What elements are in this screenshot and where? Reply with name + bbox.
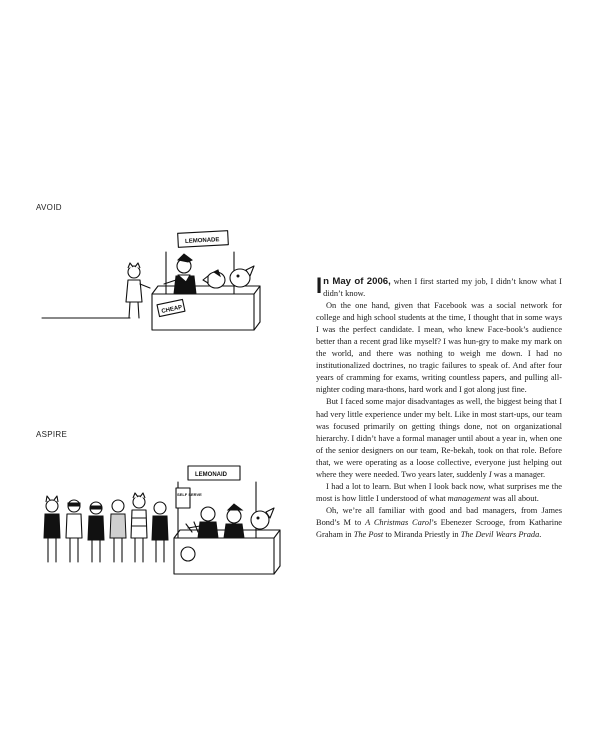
cheap-tag-text: CHEAP bbox=[161, 304, 183, 315]
lemonaid-sign-text: LEMONAID bbox=[195, 472, 227, 478]
lemonade-sign-text: LEMONADE bbox=[184, 237, 220, 245]
seller-figure bbox=[188, 507, 218, 538]
paragraph-1: In May of 2006, when I first started my job, I didn’t know what I didn’t know. bbox=[316, 273, 562, 299]
customer-queue bbox=[44, 493, 168, 562]
dog-helper-1 bbox=[203, 270, 225, 288]
paragraph-2: On the one hand, given that Facebook was a social network for college and high school students at the time, I thought that in some ways I was the perfect candidate. I mean, who knew Face-book’s audience better than a recent grad like myself? I was hun-gry to make my mark on the world, and there was nothing to weigh me down. I had no institutionalized doctrines, no tragic failures to speak of. And after four years of cramming for exams, writing countless papers, and pulling all-nighter coding mara-thons, hard work and I got along just fine. bbox=[316, 301, 562, 395]
queue-customer-1 bbox=[44, 496, 60, 562]
customer-figure bbox=[126, 263, 150, 318]
queue-customer-5 bbox=[131, 493, 147, 562]
aspire-cartoon-illustration bbox=[38, 462, 300, 592]
avoid-cartoon-illustration bbox=[40, 220, 300, 330]
queue-customer-4 bbox=[110, 500, 126, 562]
helper-figure-1 bbox=[224, 504, 244, 538]
drop-cap: I bbox=[316, 273, 323, 298]
paragraph-5: Oh, we’re all familiar with good and bad managers, from James Bond’s M to A Christmas Carol’s Ebenezer Scrooge, from Katharine Graham in The Post to Miranda Priestly in The Devil Wears Prada. bbox=[316, 505, 562, 539]
self-serve-sign-text: SELF SERVE bbox=[177, 492, 202, 497]
paragraph-3: But I faced some major disadvantages as well, the biggest being that I had very little experience under my belt. Like in most start-ups, our team was focused primarily on getting things done, not on organizational hierarchy. I didn’t have a formal manager until about a year in, when one of the senior designers on our team, Re-bekah, took on that role. Before that, we were operating as a loose collective, everyone just helping out where they were needed. Two years later, suddenly I was a manager. bbox=[316, 397, 562, 479]
paragraph-4: I had a lot to learn. But when I look back now, what surprises me the most is how little I understood of what management was all about. bbox=[316, 481, 562, 503]
helper-figure-2 bbox=[251, 508, 274, 529]
aspire-label: ASPIRE bbox=[36, 430, 68, 439]
seller-figure bbox=[164, 254, 196, 294]
lemon-drawing bbox=[181, 547, 195, 561]
lead-in-phrase: n May of 2006, bbox=[323, 276, 391, 287]
avoid-label: AVOID bbox=[36, 203, 62, 212]
body-text-column bbox=[316, 273, 562, 541]
queue-customer-2 bbox=[66, 500, 82, 562]
queue-customer-3 bbox=[88, 502, 104, 562]
self-serve-sign bbox=[176, 488, 190, 508]
queue-customer-6 bbox=[152, 502, 168, 562]
